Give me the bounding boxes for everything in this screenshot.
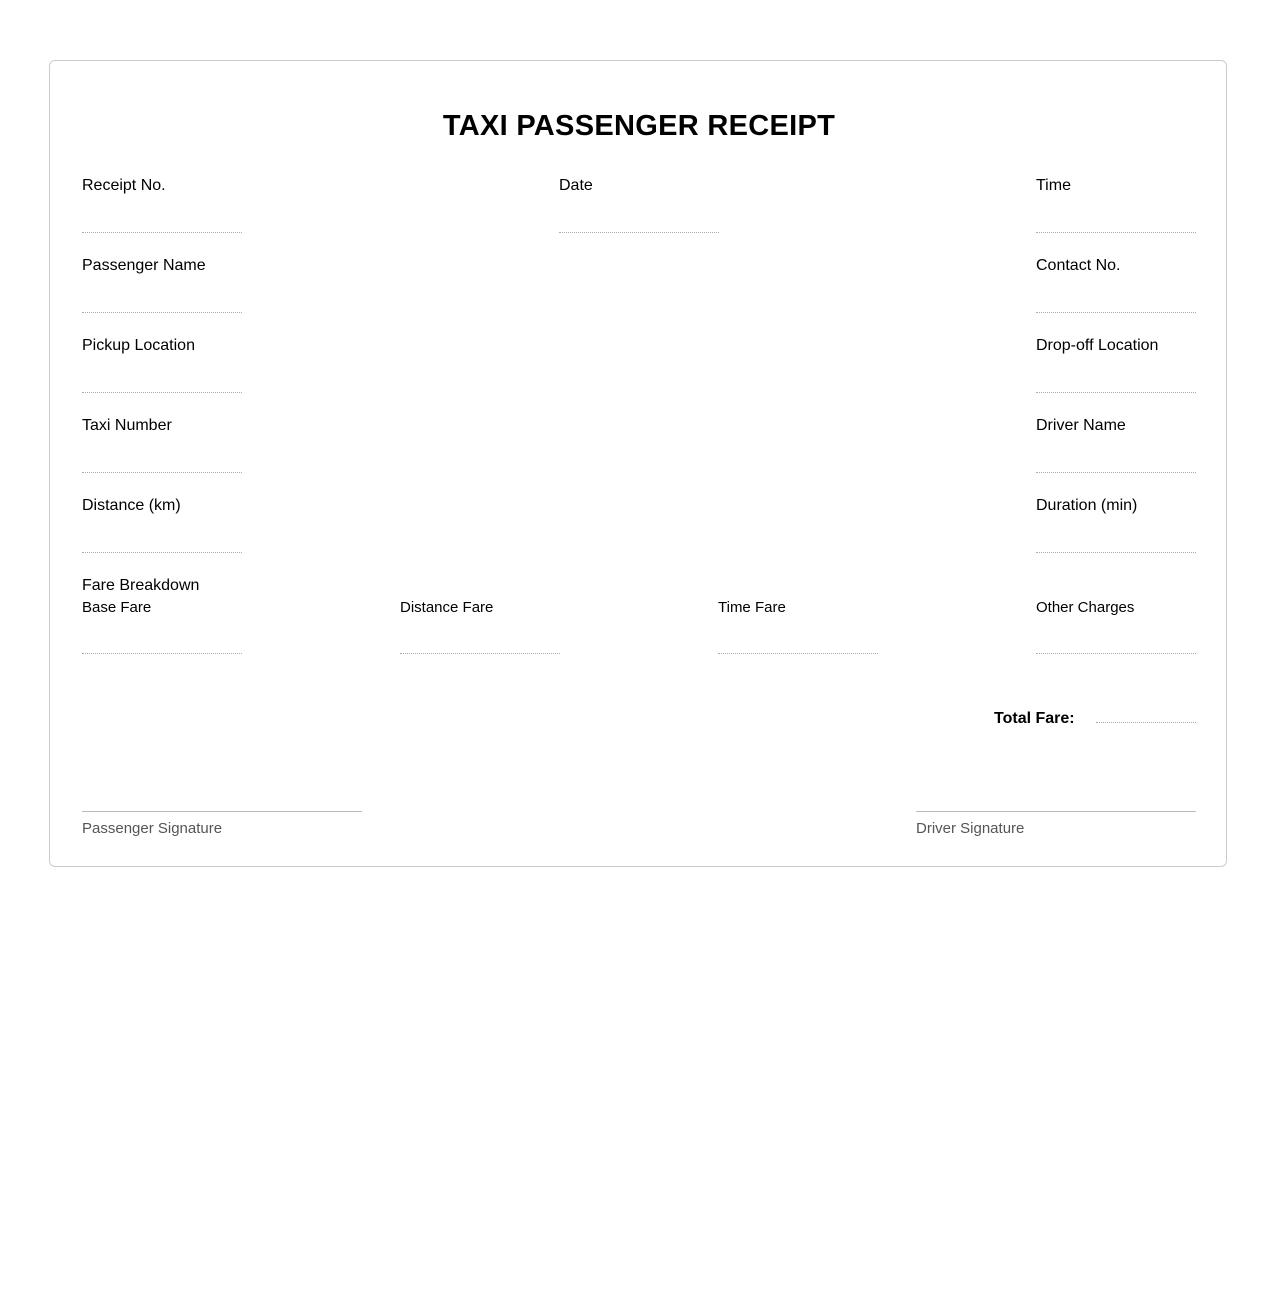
time-fare-input-line[interactable] [718, 653, 878, 654]
field-time[interactable] [1036, 177, 1071, 195]
field-contact-no[interactable] [1036, 257, 1120, 275]
distance-fare-label: Distance Fare [400, 599, 494, 616]
contact-no-label: Contact No. [1036, 257, 1121, 274]
field-passenger-name[interactable] [82, 257, 206, 275]
field-taxi-number[interactable] [82, 417, 172, 435]
driver-signature-label: Driver Signature [916, 820, 1025, 837]
pickup-location-input-line[interactable] [82, 392, 242, 393]
passenger-signature-line[interactable] [82, 811, 362, 812]
field-duration[interactable] [1036, 497, 1137, 515]
base-fare-label: Base Fare [82, 599, 152, 616]
driver-name-label: Driver Name [1036, 417, 1126, 434]
field-time-fare[interactable] [718, 599, 786, 617]
field-other-charges[interactable] [1036, 599, 1134, 617]
duration-input-line[interactable] [1036, 552, 1196, 553]
pickup-location-label: Pickup Location [82, 337, 195, 354]
field-date[interactable] [559, 177, 593, 195]
other-charges-label: Other Charges [1036, 599, 1135, 616]
passenger-signature-label: Passenger Signature [82, 820, 223, 837]
total-fare-input-line[interactable] [1096, 722, 1196, 723]
distance-label: Distance (km) [82, 497, 181, 514]
distance-input-line[interactable] [82, 552, 242, 553]
dropoff-location-input-line[interactable] [1036, 392, 1196, 393]
field-dropoff-location[interactable] [1036, 337, 1158, 355]
receipt-no-label: Receipt No. [82, 177, 166, 194]
other-charges-input-line[interactable] [1036, 653, 1196, 654]
base-fare-input-line[interactable] [82, 653, 242, 654]
driver-name-input-line[interactable] [1036, 472, 1196, 473]
dropoff-location-label: Drop-off Location [1036, 337, 1159, 354]
field-distance[interactable] [82, 497, 181, 515]
field-distance-fare[interactable] [400, 599, 493, 617]
time-label: Time [1036, 177, 1071, 194]
field-base-fare[interactable] [82, 599, 151, 617]
field-driver-name[interactable] [1036, 417, 1126, 435]
date-label: Date [559, 177, 593, 194]
page-title: TAXI PASSENGER RECEIPT [442, 110, 836, 142]
total-fare-label: Total Fare: [994, 710, 1075, 727]
distance-fare-input-line[interactable] [400, 653, 560, 654]
field-receipt-no[interactable] [82, 177, 166, 195]
fare-breakdown-heading: Fare Breakdown [82, 577, 200, 594]
time-input-line[interactable] [1036, 232, 1196, 233]
passenger-name-input-line[interactable] [82, 312, 242, 313]
contact-no-input-line[interactable] [1036, 312, 1196, 313]
date-input-line[interactable] [559, 232, 719, 233]
driver-signature[interactable] [916, 811, 1196, 837]
taxi-number-label: Taxi Number [82, 417, 172, 434]
field-pickup-location[interactable] [82, 337, 195, 355]
receipt-no-input-line[interactable] [82, 232, 242, 233]
duration-label: Duration (min) [1036, 497, 1138, 514]
time-fare-label: Time Fare [718, 599, 786, 616]
passenger-name-label: Passenger Name [82, 257, 206, 274]
passenger-signature[interactable] [82, 811, 362, 837]
driver-signature-line[interactable] [916, 811, 1196, 812]
taxi-number-input-line[interactable] [82, 472, 242, 473]
